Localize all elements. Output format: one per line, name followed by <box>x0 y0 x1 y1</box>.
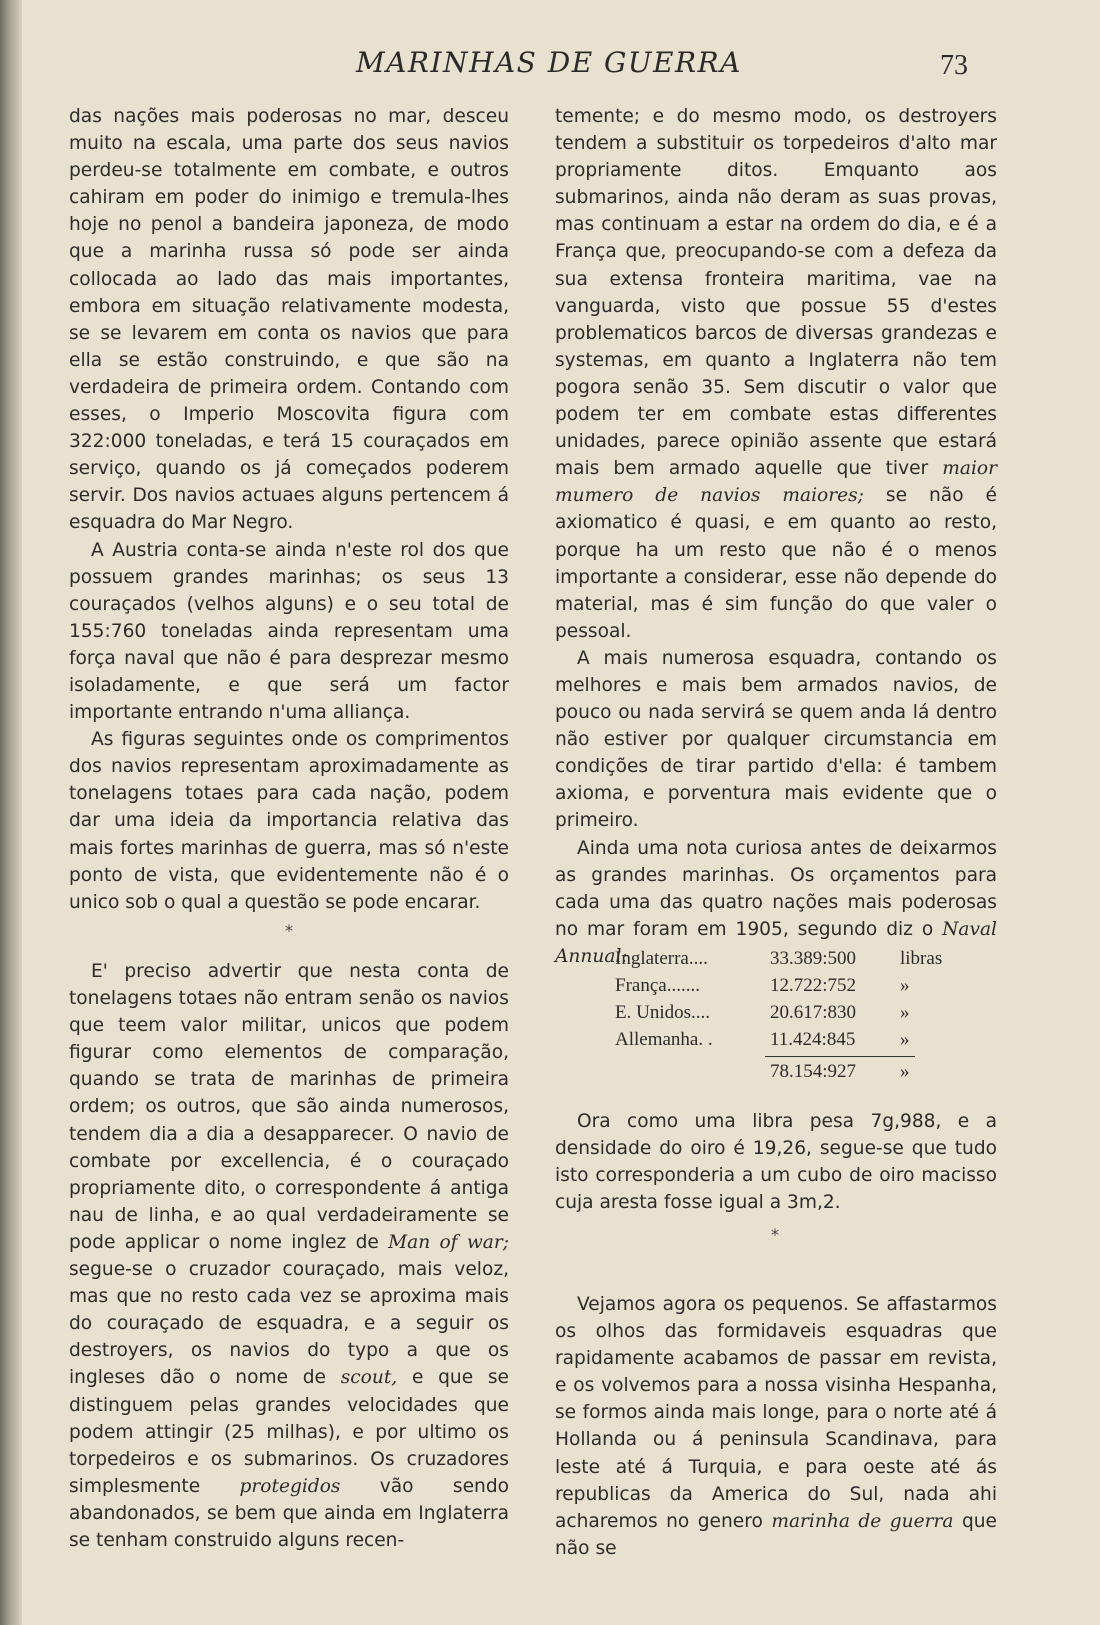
budget-unit: libras <box>900 948 943 969</box>
section-2 <box>69 958 509 1554</box>
budget-value: 12.722:752 <box>770 975 857 996</box>
budget-total-row <box>615 1059 945 1086</box>
budget-value: 33.389:500 <box>770 948 857 969</box>
budget-total-unit: » <box>900 1061 910 1082</box>
left-column <box>69 103 509 1551</box>
budget-row <box>615 946 945 973</box>
paragraph: temente; e do mesmo modo, os destroyers tendem a substituir os torpedeiros d'alto mar propriamente ditos. Emquanto aos submarinos, ainda não deram as suas provas, mas continuam a estar na ordem do dia, e é a França que, preocupando-se com a defeza da sua extensa fronteira maritima, vae na vanguarda, visto que possue 55 d'estes problematicos barcos de diversas grandezas e systemas, em quanto a Inglaterra não tem pogora senão 35. Sem discutir o valor que podem ter em combate estas differentes unidades, parece opinião assente que estará mais bem armado aquelle que tiver maior mumero de navios maiores; se não é axiomatico é quasi, e em quanto ao resto, porque ha um resto que não é o menos importante a considerar, esse não depende do material, mas é sim função do que valer o pessoal. <box>555 106 997 642</box>
paragraph: E' preciso advertir que nesta conta de tonelagens totaes não entram senão os navios que teem valor militar, unicos que podem figurar como elementos de comparação, quando se trata de marinhas de primeira ordem; os outros, que são ainda numerosos, tendem dia a dia a desapparecer. O navio de combate por excellencia, é o couraçado propriamente dito, o correspondente á antiga nau de linha, e ao qual verdadeiramente se pode applicar o nome inglez de Man of war; segue-se o cruzador couraçado, mais veloz, mas que no resto cada vez se aproxima mais do couraçado de esquadra, e a seguir os destroyers, os navios do typo a que os ingleses dão o nome de scout, e que se distinguem pelas grandes velocidades que podem attingir (25 milhas), e por ultimo os torpedeiros e os submarinos. Os cruzadores simplesmente protegidos vão sendo abandonados, se bem que ainda em Inglaterra se tenham construido alguns recen- <box>69 961 509 1551</box>
budget-country: França....... <box>615 975 700 996</box>
emphasis: scout, <box>340 1367 398 1389</box>
budget-table <box>615 946 945 1086</box>
paragraph: Vejamos agora os pequenos. Se affastarmos os olhos das formidaveis esquadras que rapidamente acabamos de passar em revista, e os volvemos para a nossa visinha Hespanha, se formos ainda mais longe, para o norte até á Hollanda ou á peninsula Scandinava, para leste até á Turquia, e para oeste até ás republicas da America do Sul, nada ahi acharemos no genero marinha de guerra que não se <box>555 1294 997 1559</box>
paragraph: das nações mais poderosas no mar, desceu muito na escala, uma parte dos seus navios perdeu-se totalmente em combate, e outros cahiram em poder do inimigo e tremula-lhes hoje no penol a bandeira japoneza, de modo que a marinha russa só pode ser ainda collocada ao lado das mais importantes, embora em situação relativamente modesta, se se levarem em conta os navios que para ella se estão construindo, e que são na verdadeira de primeira ordem. Contando com esses, o Imperio Moscovita figura com 322:000 toneladas, e terá 15 couraçados em serviço, quando os já começados poderem servir. Dos navios actuaes alguns pertencem á esquadra do Mar Negro. <box>69 106 509 534</box>
budget-row <box>615 1027 945 1054</box>
budget-total-rule <box>765 1056 915 1057</box>
emphasis: Naval Annual: <box>555 918 997 967</box>
budget-unit: » <box>900 975 910 996</box>
section-small-navies <box>555 1291 997 1562</box>
budget-country: Inglaterra.... <box>615 948 708 969</box>
paragraph: A mais numerosa esquadra, contando os melhores e mais bem armados navios, de pouco ou nada servirá se quem anda lá dentro não estiver por qualquer circumstancia em condições de tirar partido d'ella: é tambem axioma, e porventura mais evidente que o primeiro. <box>555 647 997 832</box>
emphasis: protegidos <box>239 1475 341 1497</box>
paragraph: Ora como uma libra pesa 7g,988, e a densidade do oiro é 19,26, segue-se que tudo isto corresponderia a um cubo de oiro macisso cuja aresta fosse igual a 3m,2. <box>555 1111 997 1214</box>
budget-value: 11.424:845 <box>770 1029 856 1050</box>
paragraph: As figuras seguintes onde os comprimentos dos navios representam aproximadamente as tonelagens totaes para cada nação, podem dar uma ideia da importancia relativa das mais fortes marinhas de guerra, mas só n'este ponto de vista, que evidentemente não é o unico sob o qual a questão se pode encarar. <box>69 729 509 913</box>
budget-unit: » <box>900 1002 910 1023</box>
paragraph: A Austria conta-se ainda n'este rol dos que possuem grandes marinhas; os seus 13 couraçados (velhos alguns) e o seu total de 155:760 toneladas ainda representam uma força naval que não é para desprezar mesmo isoladamente, e que será um factor importante entrando n'uma alliança. <box>69 539 509 724</box>
section-separator: * <box>285 921 293 940</box>
emphasis: marinha de guerra <box>771 1510 954 1532</box>
budget-row <box>615 973 945 1000</box>
paragraph: Ainda uma nota curiosa antes de deixarmos as grandes marinhas. Os orçamentos para cada uma das quatro nações mais poderosas no mar foram em 1905, segundo diz o Naval Annual: <box>555 837 997 967</box>
budget-country: Allemanha. . <box>615 1029 713 1050</box>
page-header <box>0 42 1100 82</box>
emphasis: Man of war; <box>388 1231 509 1253</box>
page-number: 73 <box>940 50 968 81</box>
section-separator: * <box>771 1225 779 1244</box>
running-title: MARINHAS DE GUERRA <box>356 46 742 79</box>
budget-row <box>615 1000 945 1027</box>
budget-country: E. Unidos.... <box>615 1002 710 1023</box>
budget-unit: » <box>900 1029 910 1050</box>
section-gold <box>555 1108 997 1216</box>
budget-total-value: 78.154:927 <box>770 1061 857 1082</box>
emphasis: maior mumero de navios maiores; <box>555 458 997 507</box>
budget-value: 20.617:830 <box>770 1002 857 1023</box>
page-gutter-shadow <box>0 0 22 1625</box>
right-column <box>555 103 997 1559</box>
